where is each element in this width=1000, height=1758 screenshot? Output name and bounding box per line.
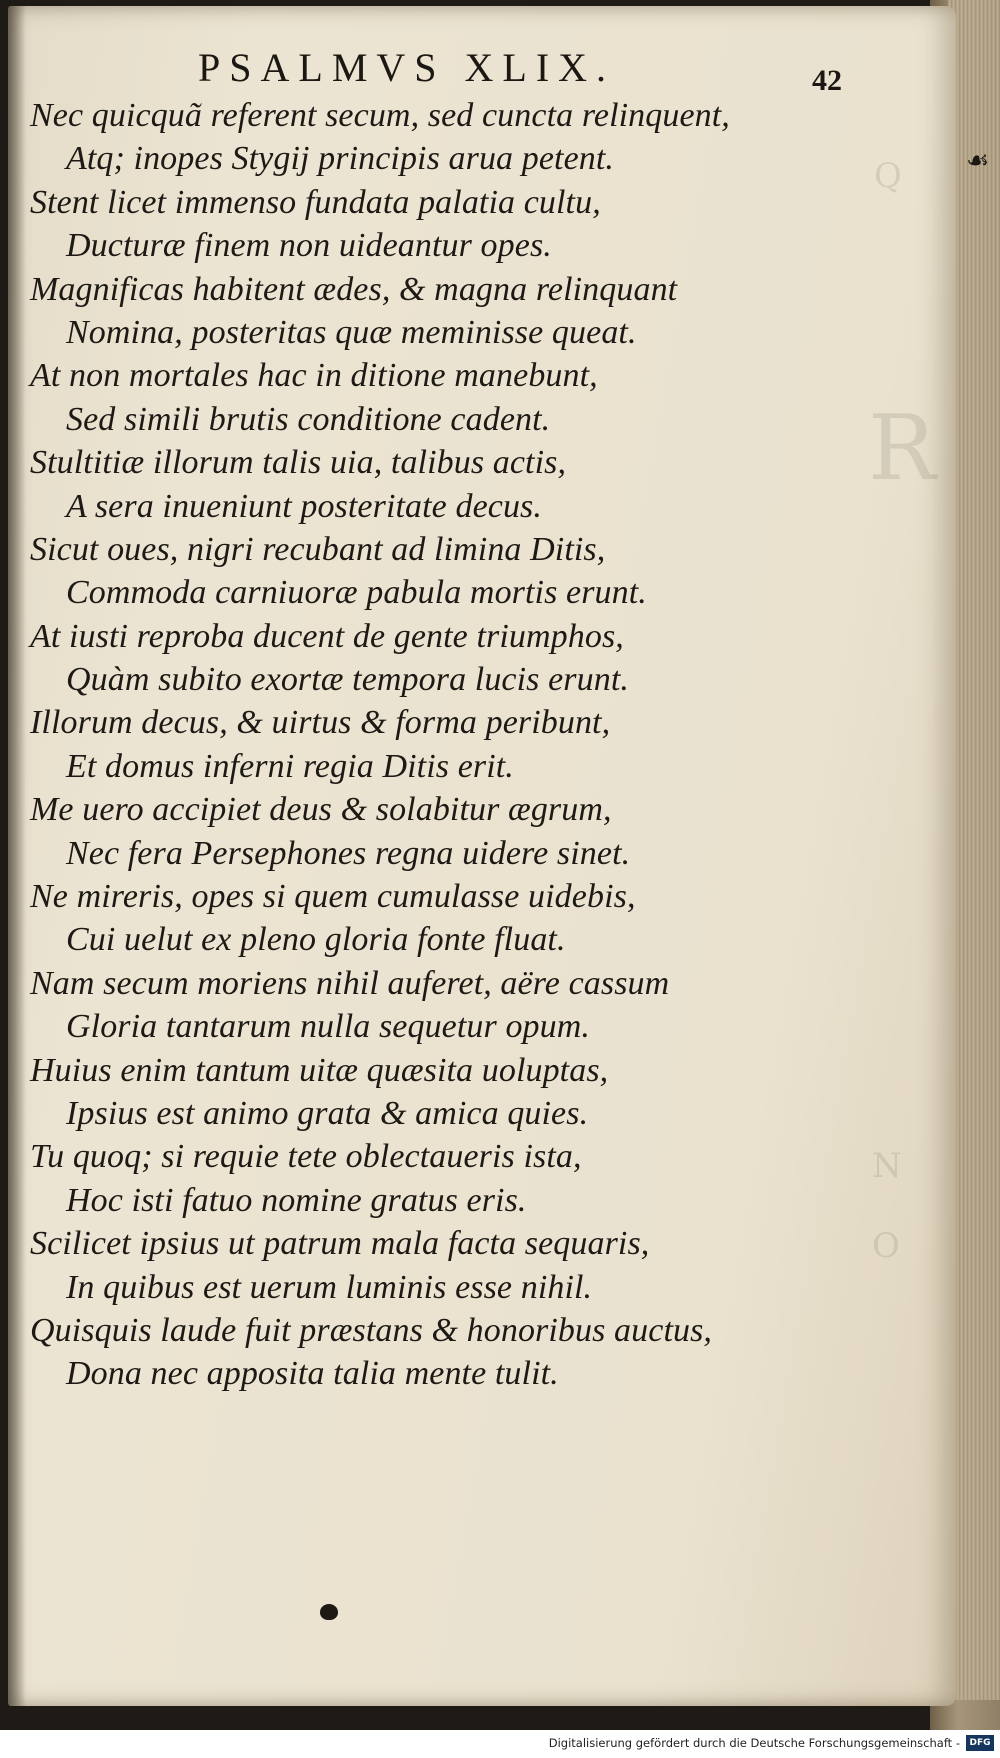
- page-number: 42: [812, 64, 842, 97]
- verse-line: Sed simili brutis conditione cadent.: [66, 400, 551, 438]
- verse-line: Nam secum moriens nihil auferet, aëre cassum: [30, 964, 670, 1002]
- running-head: PSALMVS XLIX.: [198, 45, 616, 90]
- verse-line: Ne mireris, opes si quem cumulasse uidebis,: [30, 878, 636, 916]
- verse-line: In quibus est uerum luminis esse nihil.: [66, 1268, 593, 1306]
- verse-line: Nomina, posteritas quæ meminisse queat.: [66, 313, 637, 351]
- dfg-logo-icon: DFG: [966, 1735, 994, 1751]
- verse-line: Stultitiæ illorum talis uia, talibus actis,: [30, 444, 567, 482]
- verse-line: Ipsius est animo grata & amica quies.: [66, 1094, 589, 1132]
- verse-line: Hoc isti fatuo nomine gratus eris.: [66, 1181, 527, 1219]
- verse-line: Tu quoq; si requie tete oblectaueris ista,: [30, 1138, 582, 1176]
- ornament-dot-icon: [320, 1604, 338, 1620]
- show-through-letter: Q: [874, 156, 902, 196]
- verse-line: Dona nec apposita talia mente tulit.: [66, 1355, 559, 1393]
- show-through-letter: N: [872, 1146, 902, 1186]
- verse-line: Scilicet ipsius ut patrum mala facta sequaris,: [30, 1225, 650, 1263]
- margin-ornament-icon: ☙: [966, 146, 990, 176]
- verse-line: Quàm subito exortæ tempora lucis erunt.: [66, 661, 629, 699]
- verse-line: Illorum decus, & uirtus & forma peribunt,: [30, 704, 611, 742]
- verse-line: Huius enim tantum uitæ quæsita uoluptas,: [30, 1051, 609, 1089]
- verse-line: At non mortales hac in ditione manebunt,: [30, 357, 598, 395]
- verse-line: At iusti reproba ducent de gente triumphos,: [30, 617, 624, 655]
- verse-line: Cui uelut ex pleno gloria fonte fluat.: [66, 921, 566, 959]
- verse-line: Stent licet immenso fundata palatia cultu,: [30, 183, 601, 221]
- verse-line: Ducturæ finem non uideantur opes.: [66, 227, 552, 265]
- verse-line: Nec fera Persephones regna uidere sinet.: [66, 834, 631, 872]
- credit-bar: [0, 1730, 1000, 1758]
- verse-line: Et domus inferni regia Ditis erit.: [66, 747, 514, 785]
- verse-line: A sera inueniunt posteritate decus.: [66, 487, 542, 525]
- verse-line: Atq; inopes Stygij principis arua petent.: [66, 140, 615, 178]
- verse-list: [8, 94, 948, 1396]
- verse-line: Sicut oues, nigri recubant ad limina Ditis,: [30, 530, 606, 568]
- funding-credit: Digitalisierung gefördert durch die Deutsche Forschungsgemeinschaft -: [548, 1736, 960, 1750]
- verse-line: Quisquis laude fuit præstans & honoribus auctus,: [30, 1311, 713, 1349]
- show-through-letter: O: [872, 1226, 900, 1266]
- verse-line: Me uero accipiet deus & solabitur ægrum,: [30, 791, 612, 829]
- verse-line: Gloria tantarum nulla sequetur opum.: [66, 1008, 590, 1046]
- show-through-letter: R: [868, 396, 936, 501]
- verse-line: Nec quicquã referent secum, sed cuncta relinquent,: [30, 97, 730, 134]
- book-page: [8, 6, 990, 1706]
- verse-line: Commoda carniuoræ pabula mortis erunt.: [66, 574, 647, 612]
- verse-line: Magnificas habitent ædes, & magna relinquant: [30, 270, 678, 308]
